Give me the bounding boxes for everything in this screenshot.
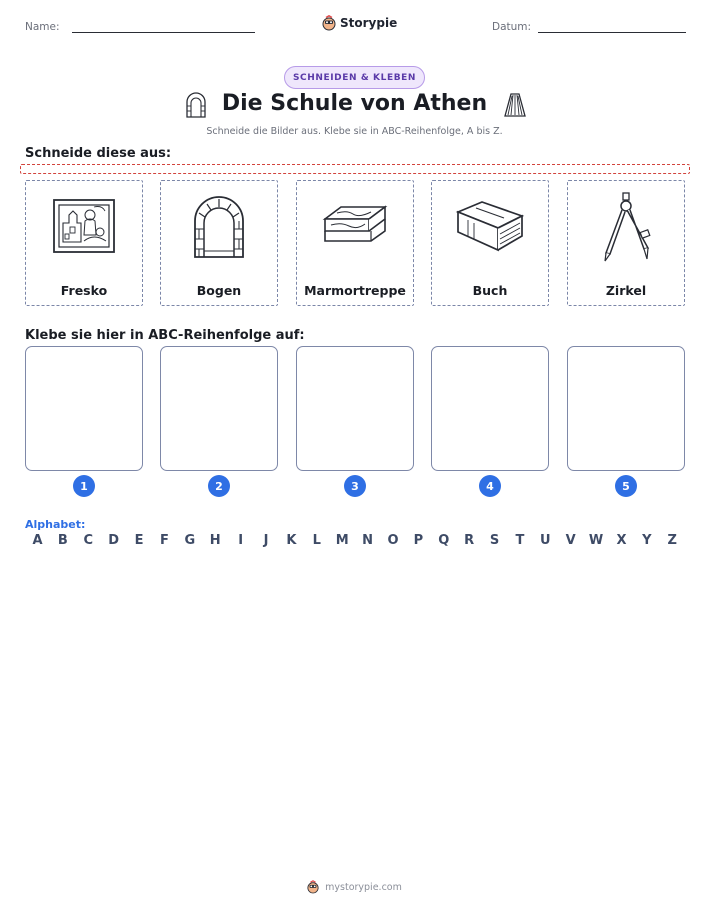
date-line[interactable] [538, 32, 686, 33]
alphabet-letter: H [209, 533, 221, 548]
fresco-icon [50, 197, 118, 257]
toga-icon [502, 92, 528, 118]
cut-card-label: Zirkel [605, 283, 647, 298]
alphabet-letter: Y [642, 533, 652, 548]
cut-card-bogen[interactable] [160, 180, 278, 306]
brand-name: Storypie [340, 16, 398, 30]
alphabet-letter: R [464, 533, 475, 548]
alphabet-letter: K [286, 533, 297, 548]
marble-stairs-icon [319, 201, 391, 253]
cut-card-label: Fresko [60, 283, 108, 298]
alphabet-letter: P [413, 533, 424, 548]
brand-logo [322, 13, 397, 33]
alphabet-letter: B [57, 533, 68, 548]
alphabet-letter: A [32, 533, 43, 548]
alphabet-letter: J [263, 533, 269, 548]
arch-icon [191, 195, 247, 259]
alphabet-letter: O [387, 533, 399, 548]
alphabet-letter: L [312, 533, 321, 548]
cut-card-buch[interactable] [431, 180, 549, 306]
paste-section-label: Klebe sie hier in ABC-Reihenfolge auf: [25, 328, 305, 343]
cut-card-label: Marmortreppe [304, 283, 406, 298]
instructions: Schneide die Bilder aus. Klebe sie in ABC-Reihenfolge, A bis Z. [206, 126, 503, 137]
name-label: Name: [25, 21, 60, 33]
cut-card-fresko[interactable] [25, 180, 143, 306]
alphabet-letter: Z [667, 533, 677, 548]
storypie-mascot-icon [307, 880, 319, 894]
page-title: Die Schule von Athen [221, 91, 488, 116]
alphabet-letter: M [335, 533, 349, 548]
name-line[interactable] [72, 32, 255, 33]
paste-slot-2[interactable] [160, 346, 278, 471]
compass-icon [598, 191, 654, 263]
alphabet-letter: W [588, 533, 604, 548]
alphabet-row [25, 533, 685, 548]
slot-number-badge: 3 [344, 475, 366, 497]
cut-section-label: Schneide diese aus: [25, 146, 172, 161]
date-label: Datum: [492, 21, 532, 33]
alphabet-letter: N [362, 533, 374, 548]
alphabet-label: Alphabet: [25, 518, 86, 531]
alphabet-letter: E [134, 533, 144, 548]
cut-card-label: Bogen [196, 283, 242, 298]
footer-url[interactable]: mystorypie.com [325, 881, 402, 893]
storypie-mascot-icon [322, 15, 336, 31]
book-icon [454, 198, 526, 256]
slot-number-badge: 4 [479, 475, 501, 497]
alphabet-letter: G [184, 533, 196, 548]
paste-slot-1[interactable] [25, 346, 143, 471]
cut-line [20, 164, 690, 174]
slot-number-badge: 2 [208, 475, 230, 497]
paste-slot-4[interactable] [431, 346, 549, 471]
alphabet-letter: D [108, 533, 120, 548]
alphabet-letter: Q [438, 533, 450, 548]
alphabet-letter: X [616, 533, 627, 548]
alphabet-letter: I [238, 533, 244, 548]
slot-number-badge: 1 [73, 475, 95, 497]
alphabet-letter: U [540, 533, 551, 548]
alphabet-letter: S [489, 533, 500, 548]
cut-card-zirkel[interactable] [567, 180, 685, 306]
alphabet-letter: F [160, 533, 169, 548]
slot-number-badge: 5 [615, 475, 637, 497]
paste-slot-5[interactable] [567, 346, 685, 471]
footer [0, 880, 709, 894]
paste-slot-3[interactable] [296, 346, 414, 471]
activity-badge: SCHNEIDEN & KLEBEN [284, 66, 425, 89]
alphabet-letter: C [83, 533, 94, 548]
alphabet-letter: V [565, 533, 576, 548]
cut-card-marmortreppe[interactable] [296, 180, 414, 306]
cut-card-label: Buch [472, 283, 508, 298]
alphabet-letter: T [515, 533, 525, 548]
